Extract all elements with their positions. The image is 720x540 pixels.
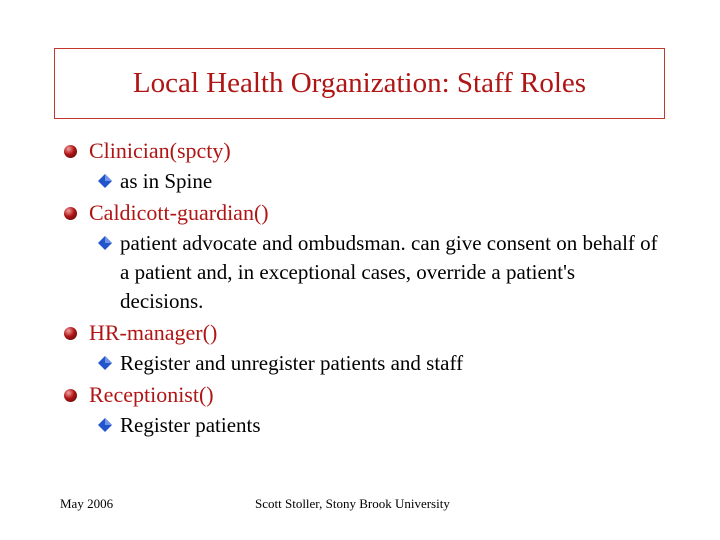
blue-diamond-icon <box>98 174 112 188</box>
bullet-label: Receptionist() <box>89 382 214 407</box>
slide-title: Local Health Organization: Staff Roles <box>132 67 587 99</box>
sub-bullet-clinician <box>98 167 702 196</box>
sub-bullet-text: Register and unregister patients and staff <box>120 351 464 375</box>
bullet-label: Caldicott-guardian() <box>89 200 269 225</box>
sub-bullet-text: as in Spine <box>120 169 213 193</box>
red-ball-icon <box>64 389 77 402</box>
footer-date: May 2006 <box>60 496 114 511</box>
sub-bullet-receptionist <box>98 411 702 440</box>
bullet-label: HR-manager() <box>89 320 218 345</box>
bullet-list <box>62 136 702 442</box>
blue-diamond-icon <box>98 418 112 432</box>
red-ball-icon <box>64 207 77 220</box>
blue-diamond-icon <box>98 356 112 370</box>
footer-credit: Scott Stoller, Stony Brook University <box>255 496 450 511</box>
sub-bullet-text: patient advocate and ombudsman. can give consent on behalf of a patient and, in exceptional cases, override a patient's decisions. <box>120 231 658 313</box>
bullet-item-caldicott-guardian <box>62 198 702 227</box>
bullet-item-receptionist <box>62 380 702 409</box>
title-box <box>54 48 665 119</box>
bullet-label: Clinician(spcty) <box>89 138 231 163</box>
red-ball-icon <box>64 145 77 158</box>
bullet-item-clinician <box>62 136 702 165</box>
sub-bullet-caldicott-guardian <box>98 229 702 316</box>
bullet-item-hr-manager <box>62 318 702 347</box>
red-ball-icon <box>64 327 77 340</box>
blue-diamond-icon <box>98 236 112 250</box>
sub-bullet-hr-manager <box>98 349 702 378</box>
sub-bullet-text: Register patients <box>120 413 261 437</box>
